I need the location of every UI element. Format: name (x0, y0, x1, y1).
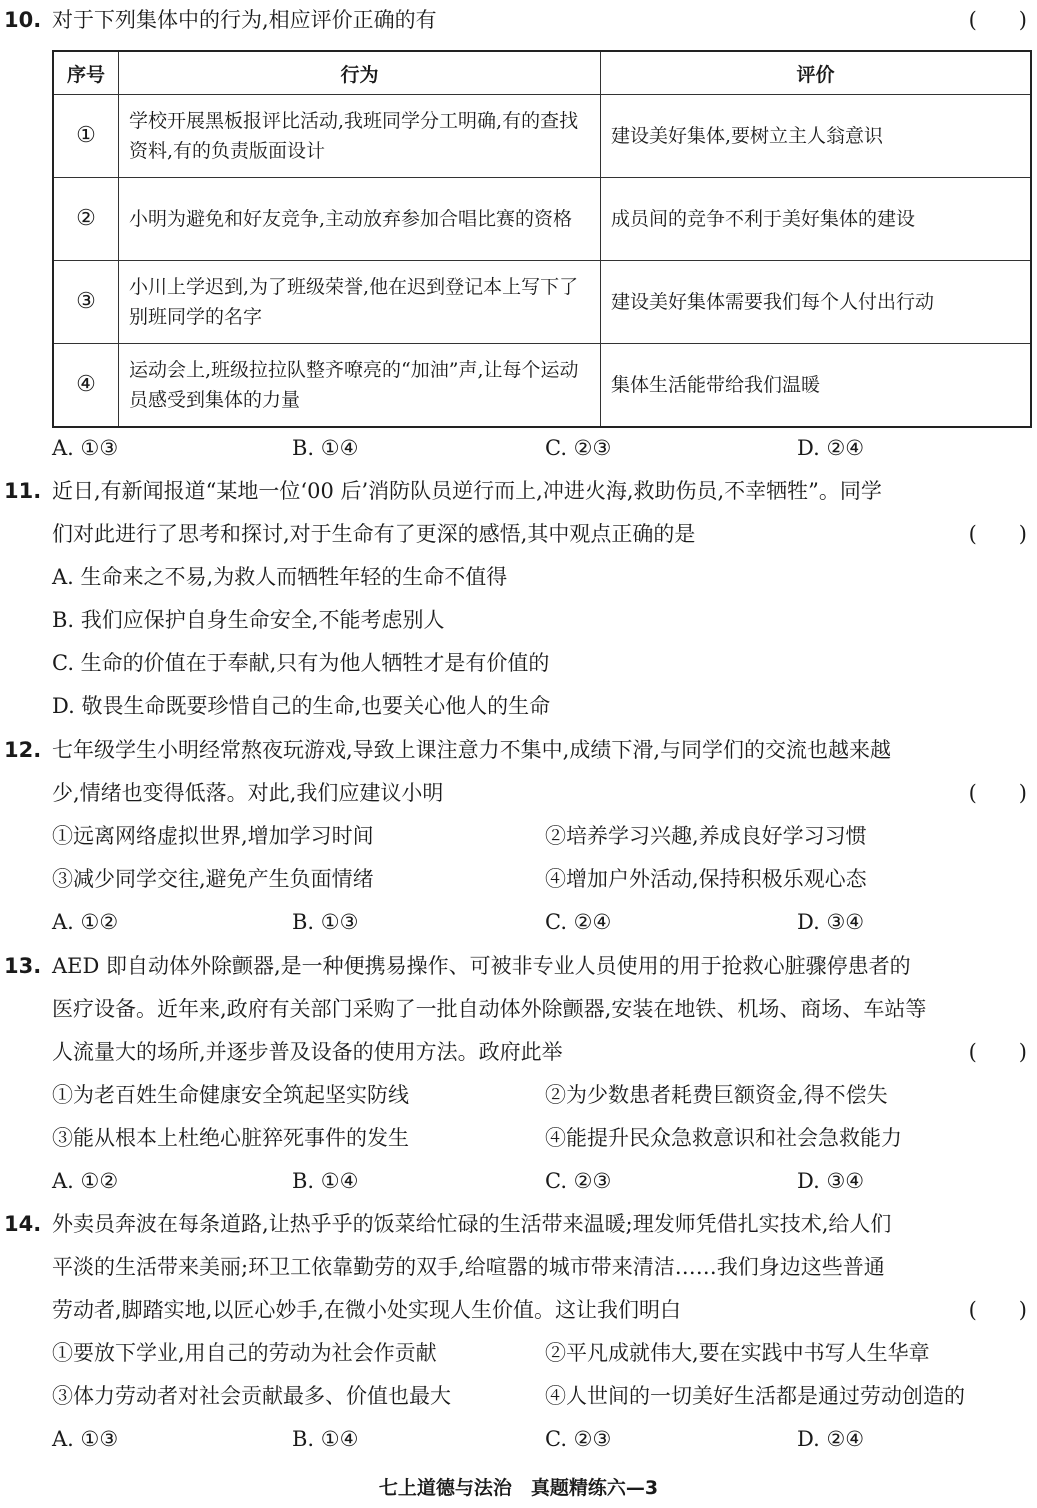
question-10-stem (0, 0, 1037, 40)
question-text: 对于下列集体中的行为,相应评价正确的有 (52, 8, 437, 32)
choice-c[interactable]: C. ②④ (545, 910, 612, 934)
table-cell-behavior: 运动会上,班级拉拉队整齐嘹亮的“加油”声,让每个运动员感受到集体的力量 (119, 344, 601, 428)
statement-item: ③能从根本上杜绝心脏猝死事件的发生 (52, 1126, 409, 1150)
question-14-stem (0, 1204, 1037, 1244)
question-11-stem (0, 471, 1037, 511)
choice-a[interactable]: A. ①② (52, 1169, 119, 1193)
question-text: 七年级学生小明经常熬夜玩游戏,导致上课注意力不集中,成绩下滑,与同学们的交流也越来越 (52, 738, 892, 762)
question-number: 11. (4, 479, 42, 503)
question-text: 少,情绪也变得低落。对此,我们应建议小明 (52, 781, 444, 805)
table-header: 序号 (53, 51, 119, 95)
answer-blank: ( ) (968, 8, 1027, 32)
statement-item: ①远离网络虚拟世界,增加学习时间 (52, 824, 374, 848)
question-text: 劳动者,脚踏实地,以匠心妙手,在微小处实现人生价值。这让我们明白 (52, 1298, 682, 1322)
table-cell-number: ④ (53, 344, 119, 428)
choice-c[interactable]: C. ②③ (545, 1169, 612, 1193)
question-14-stem-line2 (0, 1247, 1037, 1287)
table-cell-evaluation: 成员间的竞争不利于美好集体的建设 (601, 178, 1032, 261)
option-a[interactable]: A. 生命来之不易,为救人而牺牲年轻的生命不值得 (52, 565, 508, 589)
choice-c[interactable]: C. ②③ (545, 1427, 612, 1451)
choice-b[interactable]: B. ①④ (292, 436, 359, 460)
answer-blank: ( ) (968, 781, 1027, 805)
question-text: 们对此进行了思考和探讨,对于生命有了更深的感悟,其中观点正确的是 (52, 522, 696, 546)
statement-item: ②为少数患者耗费巨额资金,得不偿失 (545, 1083, 888, 1107)
table-cell-evaluation: 建设美好集体,要树立主人翁意识 (601, 95, 1032, 178)
choice-c[interactable]: C. ②③ (545, 436, 612, 460)
table-row (53, 344, 1031, 428)
question-text: 医疗设备。近年来,政府有关部门采购了一批自动体外除颤器,安装在地铁、机场、商场、车站等 (52, 997, 927, 1021)
answer-blank: ( ) (968, 1040, 1027, 1064)
page-footer: 七上道德与法治 真题精练六—3 (378, 1477, 659, 1499)
question-number: 14. (4, 1212, 42, 1236)
statement-item: ①为老百姓生命健康安全筑起坚实防线 (52, 1083, 409, 1107)
table-cell-number: ③ (53, 261, 119, 344)
question-12-stem (0, 730, 1037, 770)
table-cell-behavior: 学校开展黑板报评比活动,我班同学分工明确,有的查找资料,有的负责版面设计 (119, 95, 601, 178)
question-13-stem-line2 (0, 989, 1037, 1029)
statement-item: ④增加户外活动,保持积极乐观心态 (545, 867, 867, 891)
question-text: 近日,有新闻报道“某地一位‘00 后’消防队员逆行而上,冲进火海,救助伤员,不幸牺牲”。同学 (52, 479, 882, 503)
option-d[interactable]: D. 敬畏生命既要珍惜自己的生命,也要关心他人的生命 (52, 694, 551, 718)
choice-a[interactable]: A. ①③ (52, 436, 119, 460)
table-cell-evaluation: 建设美好集体需要我们每个人付出行动 (601, 261, 1032, 344)
question-number: 10. (4, 8, 42, 32)
choice-d[interactable]: D. ③④ (797, 910, 865, 934)
option-c[interactable]: C. 生命的价值在于奉献,只有为他人牺牲才是有价值的 (52, 651, 550, 675)
statement-item: ③体力劳动者对社会贡献最多、价值也最大 (52, 1384, 451, 1408)
question-text: AED 即自动体外除颤器,是一种便携易操作、可被非专业人员使用的用于抢救心脏骤停患者的 (52, 954, 911, 978)
question-text: 外卖员奔波在每条道路,让热乎乎的饭菜给忙碌的生活带来温暖;理发师凭借扎实技术,给人们 (52, 1212, 892, 1236)
question-13-stem (0, 946, 1037, 986)
choice-d[interactable]: D. ③④ (797, 1169, 865, 1193)
option-b[interactable]: B. 我们应保护自身生命安全,不能考虑别人 (52, 608, 445, 632)
table-row (53, 261, 1031, 344)
choice-a[interactable]: A. ①③ (52, 1427, 119, 1451)
table-cell-behavior: 小川上学迟到,为了班级荣誉,他在迟到登记本上写下了别班同学的名字 (119, 261, 601, 344)
statement-item: ②培养学习兴趣,养成良好学习习惯 (545, 824, 867, 848)
choice-b[interactable]: B. ①④ (292, 1169, 359, 1193)
statement-item: ②平凡成就伟大,要在实践中书写人生华章 (545, 1341, 930, 1365)
table-header-row (53, 51, 1031, 95)
answer-blank: ( ) (968, 1298, 1027, 1322)
answer-blank: ( ) (968, 522, 1027, 546)
statement-item: ④能提升民众急救意识和社会急救能力 (545, 1126, 902, 1150)
choice-b[interactable]: B. ①④ (292, 1427, 359, 1451)
question-11-stem-line2 (0, 514, 1037, 554)
question-12-stem-line2 (0, 773, 1037, 813)
question-14-stem-line3 (0, 1290, 1037, 1330)
behavior-evaluation-table (52, 50, 1032, 428)
table-cell-behavior: 小明为避免和好友竞争,主动放弃参加合唱比赛的资格 (119, 178, 601, 261)
table-row (53, 178, 1031, 261)
table-cell-evaluation: 集体生活能带给我们温暖 (601, 344, 1032, 428)
table-header: 行为 (119, 51, 601, 95)
table-cell-number: ① (53, 95, 119, 178)
question-text: 平淡的生活带来美丽;环卫工依靠勤劳的双手,给喧嚣的城市带来清洁……我们身边这些普通 (52, 1255, 885, 1279)
statement-item: ①要放下学业,用自己的劳动为社会作贡献 (52, 1341, 437, 1365)
question-text: 人流量大的场所,并逐步普及设备的使用方法。政府此举 (52, 1040, 563, 1064)
statement-item: ④人世间的一切美好生活都是通过劳动创造的 (545, 1384, 965, 1408)
question-number: 12. (4, 738, 42, 762)
choice-d[interactable]: D. ②④ (797, 1427, 865, 1451)
table-cell-number: ② (53, 178, 119, 261)
choice-b[interactable]: B. ①③ (292, 910, 359, 934)
statement-item: ③减少同学交往,避免产生负面情绪 (52, 867, 374, 891)
question-13-stem-line3 (0, 1032, 1037, 1072)
question-number: 13. (4, 954, 42, 978)
choice-a[interactable]: A. ①② (52, 910, 119, 934)
table-row (53, 95, 1031, 178)
table-header: 评价 (601, 51, 1032, 95)
choice-d[interactable]: D. ②④ (797, 436, 865, 460)
